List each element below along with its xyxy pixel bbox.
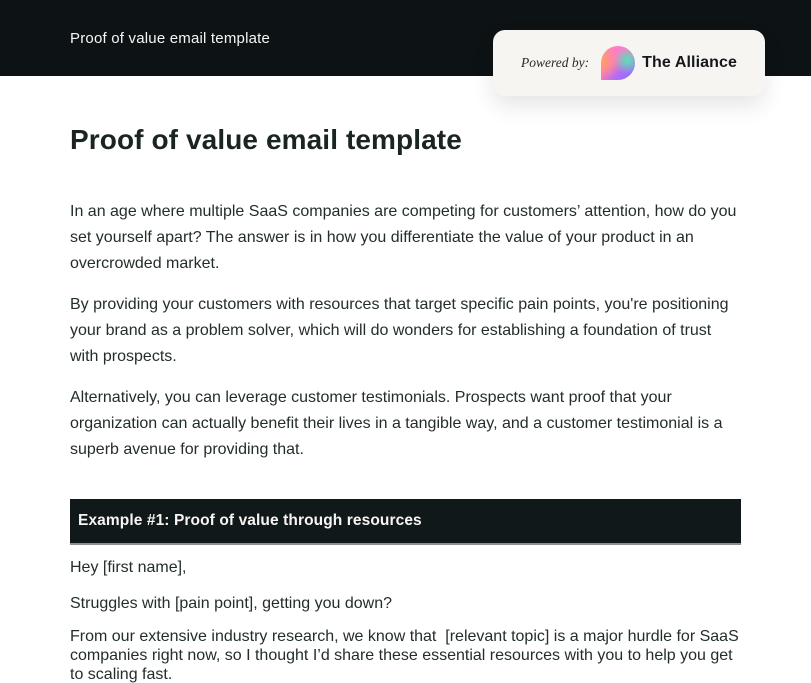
- brand-lockup: [601, 46, 737, 80]
- example-1-body: [70, 545, 744, 683]
- example-1-section: [70, 499, 744, 683]
- header-page-title: Proof of value email template: [70, 29, 271, 47]
- powered-by-badge[interactable]: [493, 30, 765, 96]
- example-line: From our extensive industry research, we know that [relevant topic] is a major hurdle for SaaS companies right now, so I thought I’d share these essential resources with you to help you get to scaling fast.: [70, 628, 744, 683]
- page-title: Proof of value email template: [70, 124, 462, 155]
- intro-copy: [70, 199, 741, 463]
- document-body: [0, 76, 811, 683]
- intro-paragraph: Alternatively, you can leverage customer testimonials. Prospects want proof that your organization can actually benefit their lives in a tangible way, and a customer testimonial is a superb avenue for providing that.: [70, 389, 723, 458]
- intro-paragraph: In an age where multiple SaaS companies are competing for customers’ attention, how do you set yourself apart? The answer is in how you differentiate the value of your product in an overcrowded market.: [70, 203, 737, 272]
- brand-name: The Alliance: [642, 54, 737, 71]
- example-line: Struggles with [pain point], getting you down?: [70, 595, 392, 612]
- example-line: Hey [first name],: [70, 559, 187, 576]
- the-alliance-logo-icon: [601, 46, 635, 80]
- powered-by-label: Powered by:: [521, 55, 590, 70]
- example-1-banner: Example #1: Proof of value through resources: [70, 499, 741, 545]
- intro-paragraph: By providing your customers with resources that target specific pain points, you're positioning your brand as a problem solver, which will do wonders for establishing a foundation of trust with prospects.: [70, 296, 729, 365]
